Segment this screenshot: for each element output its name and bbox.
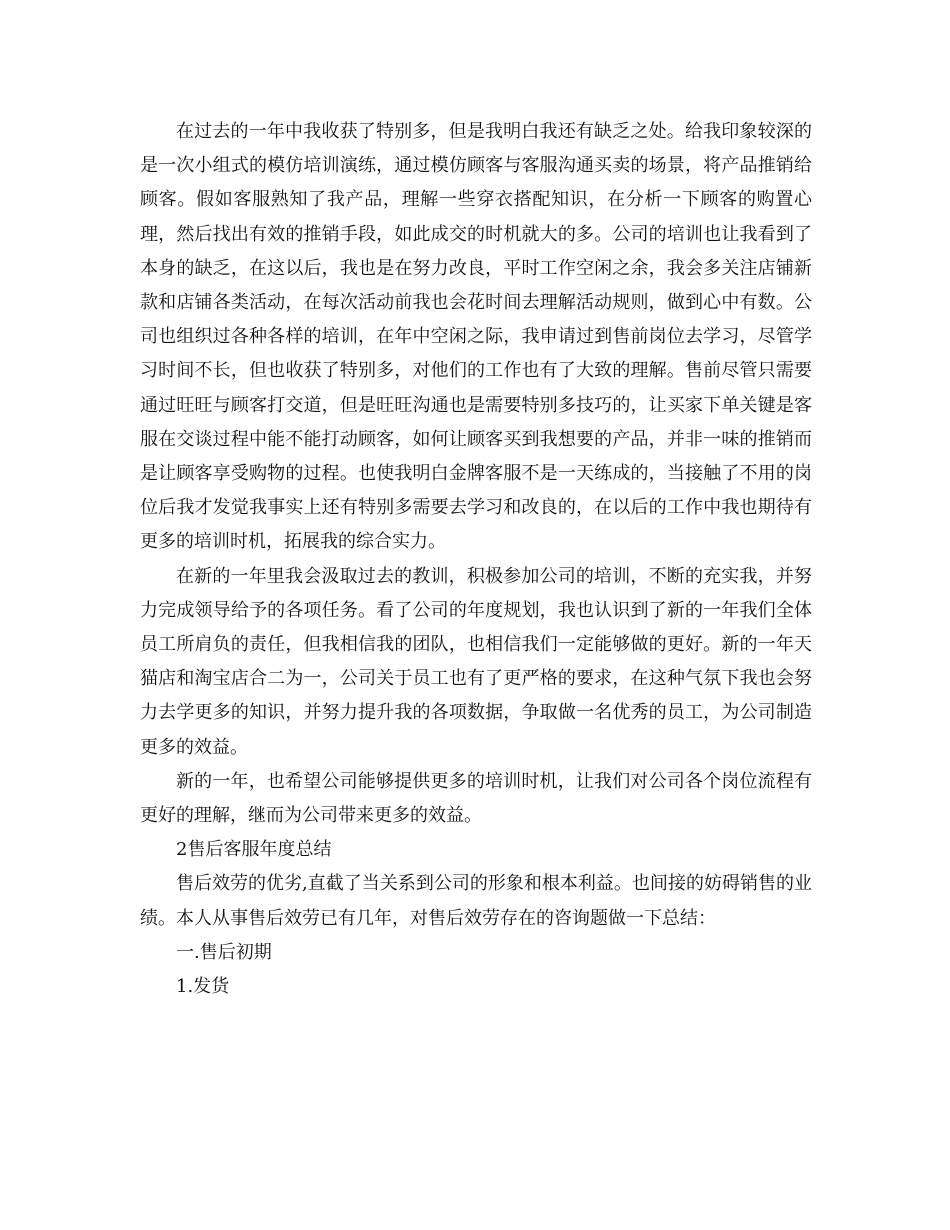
section-paragraph: 售后效劳的优劣,直截了当关系到公司的形象和根本利益。也间接的妨碍销售的业绩。本人从事售后效劳已有几年，对售后效劳存在的咨询题做一下总结：	[140, 873, 812, 929]
heading-shipping: 1.发货	[176, 976, 230, 998]
paragraph-1: 在过去的一年中我收获了特别多，但是我明白我还有缺乏之处。给我印象较深的是一次小组式的模仿培训演练，通过模仿顾客与客服沟通买卖的场景，将产品推销给顾客。假如客服熟知了我产品，理解一些穿衣搭配知识，在分析一下顾客的购置心理，然后找出有效的推销手段，如此成交的时机就大的多。公司的培训也让我看到了本身的缺乏，在这以后，我也是在努力改良，平时工作空闲之余，我会多关注店铺新款和店铺各类活动，在每次活动前我也会花时间去理解活动规则，做到心中有数。公司也组织过各种各样的培训，在年中空闲之际，我申请过到售前岗位去学习，尽管学习时间不长，但也收获了特别多，对他们的工作也有了大致的理解。售前尽管只需要通过旺旺与顾客打交道，但是旺旺沟通也是需要特别多技巧的，让买家下单关键是客服在交谈过程中能不能打动顾客，如何让顾客买到我想要的产品，并非一味的推销而是让顾客享受购物的过程。也使我明白金牌客服不是一天练成的，当接触了不用的岗位后我才发觉我事实上还有特别多需要去学习和改良的，在以后的工作中我也期待有更多的培训时机，拓展我的综合实力。	[140, 121, 812, 553]
document-body	[140, 115, 812, 1004]
paragraph-3: 新的一年，也希望公司能够提供更多的培训时机，让我们对公司各个岗位流程有更好的理解，继而为公司带来更多的效益。	[140, 770, 812, 827]
paragraph-2: 在新的一年里我会汲取过去的教训，积极参加公司的培训，不断的充实我，并努力完成领导给予的各项任务。看了公司的年度规划，我也认识到了新的一年我们全体员工所肩负的责任，但我相信我的团队，也相信我们一定能够做的更好。新的一年天猫店和淘宝店合二为一，公司关于员工也有了更严格的要求，在这种气氛下我也会努力去学更多的知识，并努力提升我的各项数据，争取做一名优秀的员工，为公司制造更多的效益。	[140, 565, 812, 758]
section-title: 2售后客服年度总结	[176, 839, 332, 861]
heading-after-sales-initial: 一.售后初期	[176, 941, 272, 963]
